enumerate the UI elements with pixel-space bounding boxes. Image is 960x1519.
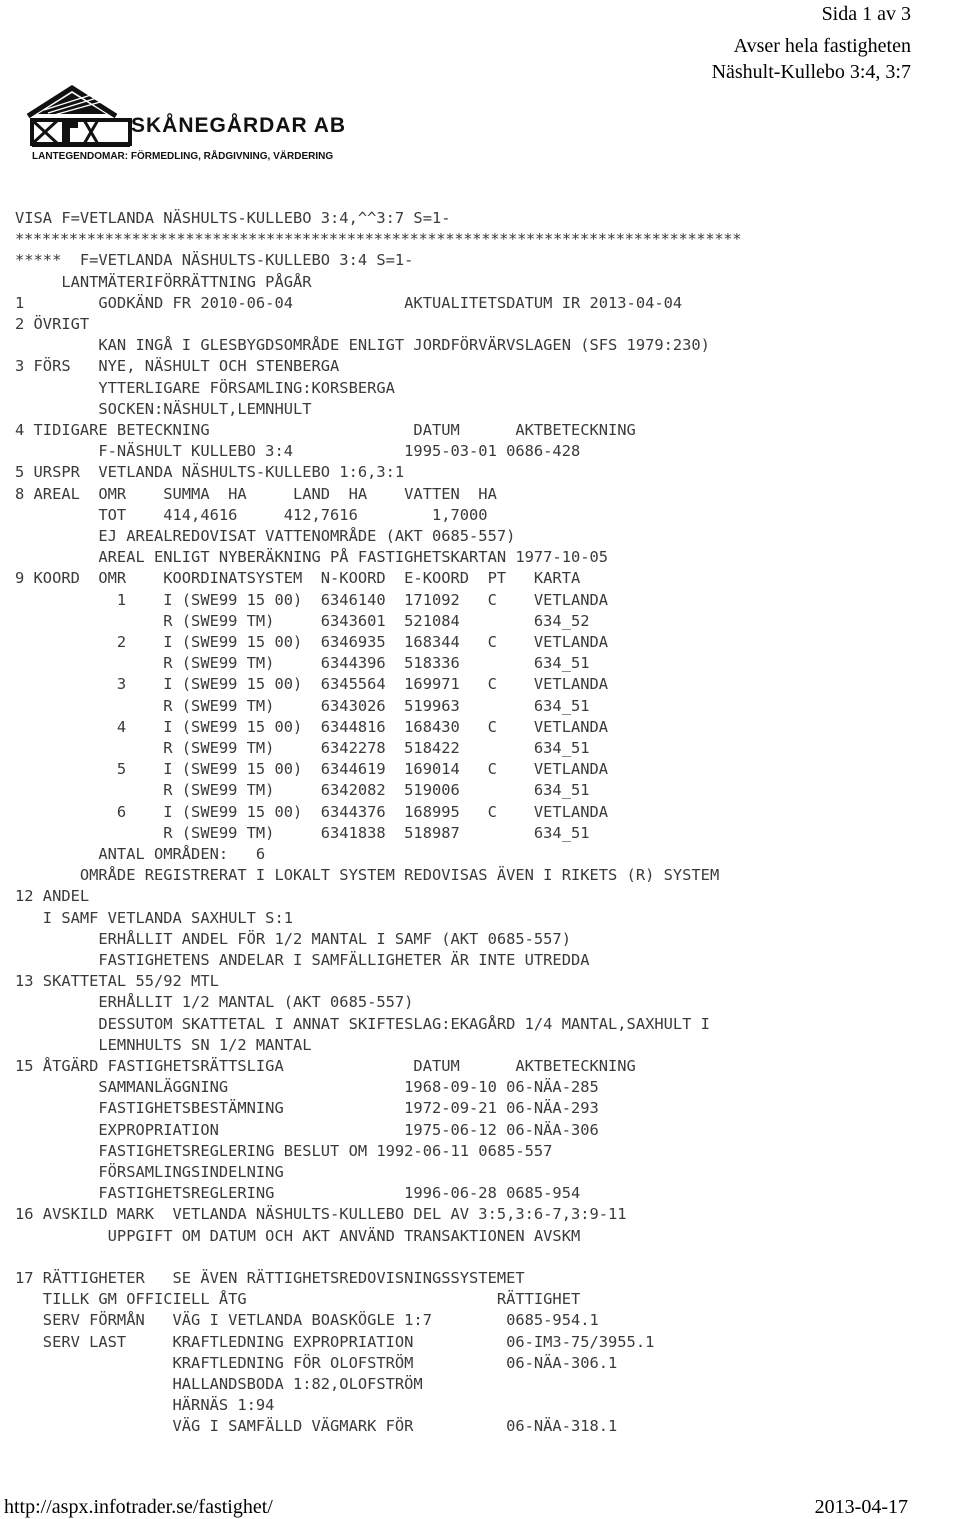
listing-line: FASTIGHETENS ANDELAR I SAMFÄLLIGHETER ÄR INTE UTREDDA xyxy=(15,951,590,969)
listing-line: 8 AREAL OMR SUMMA HA LAND HA VATTEN HA xyxy=(15,484,497,503)
listing-line: EJ AREALREDOVISAT VATTENOMRÅDE (AKT 0685-557) xyxy=(15,527,516,545)
listing-line: 5 I (SWE99 15 00) 6344619 169014 C VETLANDA xyxy=(15,760,609,779)
listing-line: FÖRSAMLINGSINDELNING xyxy=(15,1163,284,1181)
property-name: Näshult-Kullebo 3:4, 3:7 xyxy=(711,61,911,83)
listing-line: 4 TIDIGARE BETECKNING DATUM AKTBETECKNING xyxy=(15,421,636,439)
listing-line: FASTIGHETSBESTÄMNING 1972-09-21 06-NÄA-293 xyxy=(15,1099,599,1118)
listing-line: LEMNHULTS SN 1/2 MANTAL xyxy=(15,1035,312,1054)
source-url[interactable]: http://aspx.infotrader.se/fastighet/ xyxy=(4,1496,273,1518)
listing-line: HALLANDSBODA 1:82,OLOFSTRÖM xyxy=(15,1375,423,1393)
listing-line: SAMMANLÄGGNING 1968-09-10 06-NÄA-285 xyxy=(15,1078,599,1097)
listing-line: F-NÄSHULT KULLEBO 3:4 1995-03-01 0686-428 xyxy=(15,442,581,461)
listing-line: ANTAL OMRÅDEN: 6 xyxy=(15,845,266,863)
print-date: 2013-04-17 xyxy=(814,1496,908,1518)
listing-line: 12 ANDEL xyxy=(15,887,90,906)
listing-line: YTTERLIGARE FÖRSAMLING:KORSBERGA xyxy=(15,378,395,397)
listing-line: 9 KOORD OMR KOORDINATSYSTEM N-KOORD E-KOORD PT KARTA xyxy=(15,569,581,588)
listing-line: UPPGIFT OM DATUM OCH AKT ANVÄND TRANSAKTIONEN AVSKM xyxy=(15,1226,581,1245)
listing-line: 4 I (SWE99 15 00) 6344816 168430 C VETLANDA xyxy=(15,717,609,736)
listing-line: SERV LAST KRAFTLEDNING EXPROPRIATION 06-IM3-75/3955.1 xyxy=(15,1332,655,1351)
listing-line: FASTIGHETSREGLERING 1996-06-28 0685-954 xyxy=(15,1184,581,1203)
listing-line: 17 RÄTTIGHETER SE ÄVEN RÄTTIGHETSREDOVISNINGSSYSTEMET xyxy=(15,1269,525,1287)
listing-line: FASTIGHETSREGLERING BESLUT OM 1992-06-11 0685-557 xyxy=(15,1141,553,1160)
listing-line: HÄRNÄS 1:94 xyxy=(15,1396,275,1415)
listing-line: I SAMF VETLANDA SAXHULT S:1 xyxy=(15,908,293,927)
listing-line: 2 ÖVRIGT xyxy=(15,315,90,333)
listing-line: SOCKEN:NÄSHULT,LEMNHULT xyxy=(15,399,312,418)
listing-line: KRAFTLEDNING FÖR OLOFSTRÖM 06-NÄA-306.1 xyxy=(15,1353,618,1372)
listing-line: R (SWE99 TM) 6341838 518987 634_51 xyxy=(15,823,590,842)
listing-line: R (SWE99 TM) 6343601 521084 634_52 xyxy=(15,611,590,630)
scope-line: Avser hela fastigheten xyxy=(733,35,911,57)
listing-line: LANTMÄTERIFÖRRÄTTNING PÅGÅR xyxy=(15,272,312,291)
listing-line: 2 I (SWE99 15 00) 6346935 168344 C VETLANDA xyxy=(15,633,609,651)
listing-line: ERHÅLLIT ANDEL FÖR 1/2 MANTAL I SAMF (AKT 0685-557) xyxy=(15,929,571,948)
listing-line: 3 I (SWE99 15 00) 6345564 169971 C VETLANDA xyxy=(15,675,609,694)
listing-line: 15 ÅTGÄRD FASTIGHETSRÄTTSLIGA DATUM AKTBETECKNING xyxy=(15,1057,636,1075)
listing-line: EXPROPRIATION 1975-06-12 06-NÄA-306 xyxy=(15,1120,599,1139)
listing-line: 1 I (SWE99 15 00) 6346140 171092 C VETLANDA xyxy=(15,590,609,609)
listing-line: SERV FÖRMÅN VÄG I VETLANDA BOASKÖGLE 1:7 0685-954.1 xyxy=(15,1311,599,1330)
listing-line: R (SWE99 TM) 6344396 518336 634_51 xyxy=(15,654,590,673)
listing-line: KAN INGÅ I GLESBYGDSOMRÅDE ENLIGT JORDFÖRVÄRVSLAGEN (SFS 1979:230) xyxy=(15,336,710,355)
listing-line: TILLK GM OFFICIELL ÅTG RÄTTIGHET xyxy=(15,1290,581,1309)
listing-line: AREAL ENLIGT NYBERÄKNING PÅ FASTIGHETSKARTAN 1977-10-05 xyxy=(15,548,609,567)
listing-line: 1 GODKÄND FR 2010-06-04 AKTUALITETSDATUM IR 2013-04-04 xyxy=(15,293,683,312)
listing-line: OMRÅDE REGISTRERAT I LOKALT SYSTEM REDOVISAS ÄVEN I RIKETS (R) SYSTEM xyxy=(15,866,720,885)
listing-line: ***** F=VETLANDA NÄSHULTS-KULLEBO 3:4 S=1- xyxy=(15,251,414,270)
listing-line: 6 I (SWE99 15 00) 6344376 168995 C VETLANDA xyxy=(15,802,609,821)
listing-line: 3 FÖRS NYE, NÄSHULT OCH STENBERGA xyxy=(15,357,340,376)
company-name: SKÅNEGÅRDAR AB xyxy=(131,114,347,137)
listing-line: R (SWE99 TM) 6342082 519006 634_51 xyxy=(15,781,590,800)
listing-line: R (SWE99 TM) 6343026 519963 634_51 xyxy=(15,696,590,715)
listing-line: VÄG I SAMFÄLLD VÄGMARK FÖR 06-NÄA-318.1 xyxy=(15,1417,618,1436)
listing-line: R (SWE99 TM) 6342278 518422 634_51 xyxy=(15,739,590,757)
listing-line: ERHÅLLIT 1/2 MANTAL (AKT 0685-557) xyxy=(15,993,414,1012)
separator-line: ********************************************************************************* xyxy=(15,230,742,249)
listing-line: 16 AVSKILD MARK VETLANDA NÄSHULTS-KULLEBO DEL AV 3:5,3:6-7,3:9-11 xyxy=(15,1205,627,1224)
company-tagline: LANTEGENDOMAR: FÖRMEDLING, RÅDGIVNING, VÄRDERING xyxy=(32,151,334,162)
listing-line: 5 URSPR VETLANDA NÄSHULTS-KULLEBO 1:6,3:1 xyxy=(15,463,405,482)
page-number: Sida 1 av 3 xyxy=(821,3,911,25)
listing-line: VISA F=VETLANDA NÄSHULTS-KULLEBO 3:4,^^3:7 S=1- xyxy=(15,209,451,227)
listing-line: TOT 414,4616 412,7616 1,7000 xyxy=(15,505,488,524)
listing-line: 13 SKATTETAL 55/92 MTL xyxy=(15,972,219,991)
listing-line: DESSUTOM SKATTETAL I ANNAT SKIFTESLAG:EKAGÅRD 1/4 MANTAL,SAXHULT I xyxy=(15,1014,710,1033)
